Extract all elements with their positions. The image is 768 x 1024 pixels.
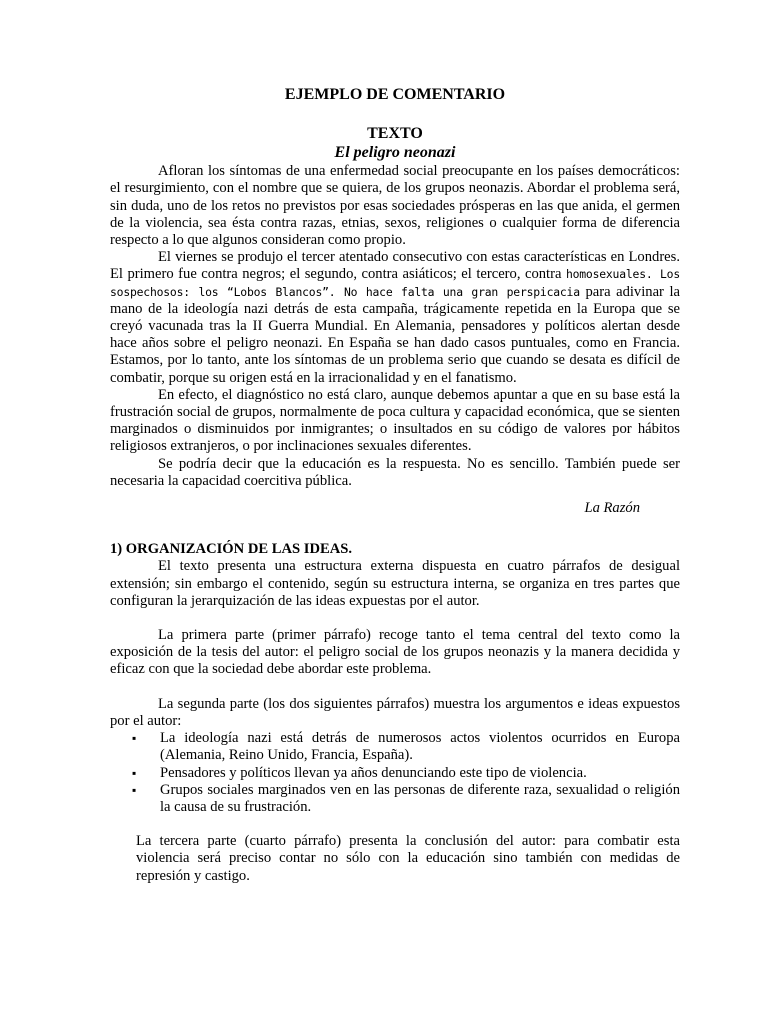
list-item: ▪ Pensadores y políticos llevan ya años denunciando este tipo de violencia. <box>132 765 680 782</box>
argument-list <box>110 730 680 816</box>
paragraph-3: En efecto, el diagnóstico no está claro, aunque debemos apuntar a que en su base está la frustración social de grupos, normalmente de poca cultura y capacidad económica, que se sienten marginados o disminuidos por inmigrantes; o insultados en su código de valores por hábitos religiosos extranjeros, o por inclinaciones sexuales diferentes. <box>110 386 680 455</box>
part-2: La segunda parte (los dos siguientes párrafos) muestra los argumentos e ideas expuestos por el autor: <box>110 695 680 729</box>
part-1: La primera parte (primer párrafo) recoge tanto el tema central del texto como la exposición de la tesis del autor: el peligro social de los grupos neonazis y la manera decidida y eficaz con que la sociedad debe abordar este problema. <box>110 627 680 678</box>
section-heading: 1) ORGANIZACIÓN DE LAS IDEAS. <box>110 541 353 558</box>
source-attribution: La Razón <box>584 500 640 517</box>
text-label: TEXTO <box>367 125 423 143</box>
spacer <box>110 679 680 696</box>
list-item: ▪ Grupos sociales marginados ven en las personas de diferente raza, sexualidad o religión la causa de su frustración. <box>132 782 680 816</box>
paragraph-2-mono-line: homosexuales. Los sospechosos: los “Lobos Blancos”. No hace falta una gran perspicacia <box>110 267 680 299</box>
document-page <box>110 86 680 885</box>
paragraph-1: Afloran los síntomas de una enfermedad social preocupante en los países democráticos: el resurgimiento, con el nombre que se quiera, de los grupos neonazis. Abordar el problema será, sin duda, uno de los retos no previstos por esas sociedades prósperas en las que anida, el germen de la violencia, sea ésta contra razas, etnias, sexos, religiones o cualquier forma de diferencia respecto a lo que algunos consideran como propio. <box>110 163 680 249</box>
part-3: La tercera parte (cuarto párrafo) presenta la conclusión del autor: para combatir esta violencia será preciso contar no sólo con la educación sino también con medidas de represión y castigo. <box>136 833 680 884</box>
spacer <box>110 816 680 833</box>
list-item: ▪ La ideología nazi está detrás de numerosos actos violentos ocurridos en Europa (Alemania, Reino Unido, Francia, España). <box>132 730 680 764</box>
article-title: El peligro neonazi <box>334 144 456 162</box>
section-intro: El texto presenta una estructura externa dispuesta en cuatro párrafos de desigual extensión; sin embargo el contenido, según su estructura interna, se organiza en tres partes que configuran la jerarquización de las ideas expuestas por el autor. <box>110 558 680 609</box>
paragraph-4: Se podría decir que la educación es la respuesta. No es sencillo. También puede ser necesaria la capacidad coercitiva pública. <box>110 455 680 489</box>
paragraph-2-start: El viernes se produjo el tercer atentado consecutivo con estas características en Londres. El primero fue contra negros; el segundo, contra asiáticos; el tercero, contra <box>110 249 680 283</box>
spacer <box>110 610 680 627</box>
paragraph-2-end: para adivinar la mano de la ideología nazi detrás de esta campaña, trágicamente repetida en la Europa que se creyó vacunada tras la II Guerra Mundial. En Alemania, pensadores y políticos alertan desde hace años sobre el peligro neonazi. En España se han dado casos puntuales, como en Francia. Estamos, por lo tanto, ante los síntomas de un problema serio que cuando se desata es difícil de combatir, porque su origen está en la irracionalidad y en el fanatismo. <box>110 283 680 386</box>
document-title: EJEMPLO DE COMENTARIO <box>284 86 506 103</box>
paragraph-2 <box>110 249 680 387</box>
